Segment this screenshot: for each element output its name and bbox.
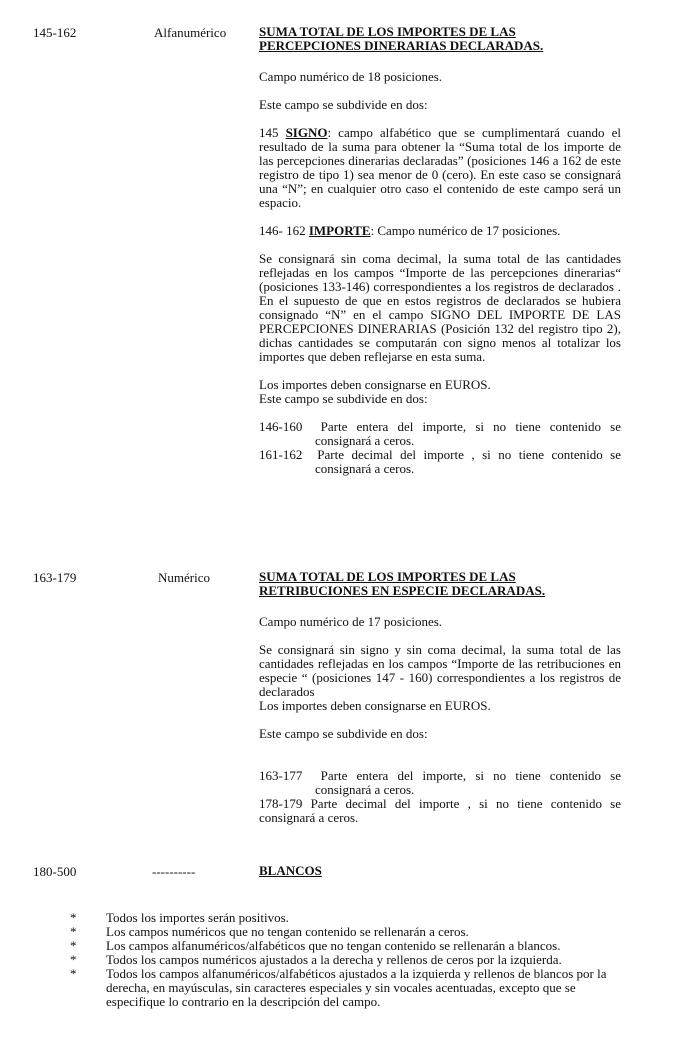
paragraph: Este campo se subdivide en dos: (259, 97, 428, 112)
importe-code: 146- 162 (259, 223, 306, 238)
field-type: Alfanumérico (154, 25, 227, 40)
field-title (259, 25, 621, 53)
subdivision-code: 178-179 (259, 796, 303, 811)
paragraph: Los importes deben consignarse en EUROS. (259, 698, 491, 713)
subdivision-text: Parte decimal del importe , si no tiene contenido se consignará a ceros. (315, 447, 622, 476)
paragraph: Este campo se subdivide en dos: (259, 726, 428, 741)
note-item (70, 953, 630, 967)
field-title-line (259, 584, 621, 598)
field-title-line: PERCEPCIONES DINERARIAS DECLARADAS. (259, 38, 544, 53)
note-text: Los campos alfanuméricos/alfabéticos que no tengan contenido se rellenarán a blancos. (106, 938, 561, 953)
importe-label: IMPORTE (308, 223, 371, 238)
subdivision-code: 161-162 (259, 447, 303, 462)
paragraph: Se consignará sin coma decimal, la suma total de las cantidades reflejadas en los campos “Importe de las percepciones dinerarias“ (posiciones 133-146) correspondientes a los registros de declarados . En el supuesto de que en estos registros de declarados se hubiera consignado “N” en el campo SIGNO DEL IMPORTE DE LAS PERCEPCIONES DINERARIAS (Posición 132 del registro tipo 2), dichas cantidades se computarán con signo menos al totalizar los importes que deben reflejarse en esta suma. (259, 251, 621, 364)
subdivision-item (259, 769, 621, 797)
note-text: Todos los campos alfanuméricos/alfabéticos ajustados a la izquierda y rellenos de blancos por la derecha, en mayúsculas, sin caracteres especiales y sin vocales acentuadas, excepto que se especifique lo contrario en la descripción del campo. (106, 966, 607, 1009)
paragraph: Los importes deben consignarse en EUROS. (259, 377, 491, 392)
subdivision-code: 163-177 (259, 768, 303, 783)
field-type: ---------- (152, 864, 196, 879)
field-title-part: RETRIBUCIONES EN ESPECIE (259, 583, 449, 598)
field-position: 163-179 (33, 570, 77, 585)
subdivision-code: 146-160 (259, 419, 303, 434)
subdivision-list (259, 769, 621, 825)
subdivision-item (259, 448, 621, 476)
bullet-icon: * (70, 938, 77, 953)
subdivision-text: Parte entera del importe, si no tiene contenido se consignará a ceros. (315, 768, 622, 797)
importe-paragraph (259, 224, 621, 238)
subdivision-text: Parte entera del importe, si no tiene contenido se consignará a ceros. (315, 419, 622, 448)
paragraph: Se consignará sin signo y sin coma decimal, la suma total de las cantidades reflejadas en los campos “Importe de las retribuciones en especie “ (posiciones 147 - 160) correspondientes a los registros de declarados (259, 642, 621, 699)
field-description (259, 25, 621, 476)
note-item (70, 911, 630, 925)
field-title (259, 570, 621, 598)
paragraph: Este campo se subdivide en dos: (259, 391, 428, 406)
field-description (259, 570, 621, 825)
subdivision-list (259, 420, 621, 476)
importe-text: : Campo numérico de 17 posiciones. (370, 223, 561, 238)
bullet-icon: * (70, 910, 77, 925)
field-type: Numérico (158, 570, 210, 585)
subdivision-item (259, 420, 621, 448)
note-text: Todos los campos numéricos ajustados a la derecha y rellenos de ceros por la izquierda. (106, 952, 562, 967)
note-item (70, 967, 630, 1009)
note-text: Todos los importes serán positivos. (106, 910, 289, 925)
paragraph: Campo numérico de 17 posiciones. (259, 614, 443, 629)
subdivision-text: Parte decimal del importe , si no tiene contenido se consignará a ceros. (259, 796, 622, 825)
field-position: 145-162 (33, 25, 77, 40)
subdivision-item (259, 797, 621, 825)
note-item (70, 925, 630, 939)
bullet-icon: * (70, 952, 77, 967)
signo-code: 145 (259, 125, 279, 140)
signo-text: : campo alfabético que se cumplimentará cuando el resultado de la suma para obtener la “Suma total de los importe de las percepciones dinerarias declaradas” (posiciones 146 a 162 de este registro de tipo 1) sea menor de 0 (cero). En este caso se consignará una “N”; en cualquier otro caso el contenido de este campo será un espacio. (259, 125, 622, 210)
field-title-line: SUMA TOTAL DE LOS IMPORTES DE LAS (259, 24, 516, 39)
field-title: BLANCOS (259, 863, 322, 878)
field-title-line: SUMA TOTAL DE LOS IMPORTES DE LAS (259, 569, 516, 584)
paragraph: Campo numérico de 18 posiciones. (259, 69, 443, 84)
signo-label: SIGNO (285, 125, 328, 140)
field-title-part: DECLARADAS. (451, 583, 546, 598)
bullet-icon: * (70, 966, 77, 981)
field-description (259, 864, 621, 878)
signo-paragraph (259, 126, 621, 210)
bullet-icon: * (70, 924, 77, 939)
field-position: 180-500 (33, 864, 77, 879)
note-text: Los campos numéricos que no tengan contenido se rellenarán a ceros. (106, 924, 469, 939)
note-item (70, 939, 630, 953)
general-notes (70, 911, 630, 1009)
